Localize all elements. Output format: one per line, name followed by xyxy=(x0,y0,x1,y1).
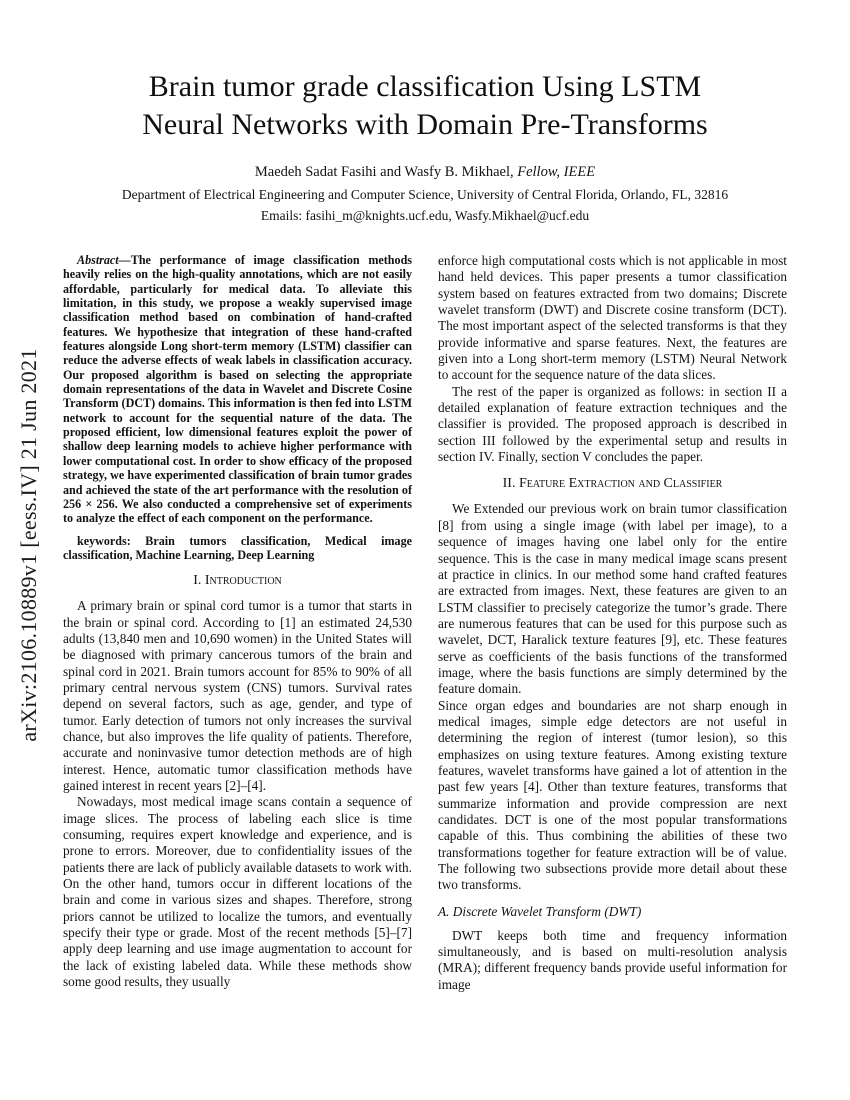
author-names: Maedeh Sadat Fasihi and Wasfy B. Mikhael, xyxy=(254,164,518,180)
paper-header xyxy=(0,0,850,224)
section-heading-introduction: I. Introduction xyxy=(193,573,282,589)
right-paragraph-2: The rest of the paper is organized as follows: in section II a detailed explanation of feature extraction techniques and the classifier is provided. The proposed approach is described in section III followed by the experimental setup and results in section IV. Finally, section V concludes the paper. xyxy=(438,383,787,465)
emails-line: Emails: fasihi_m@knights.ucf.edu, Wasfy.Mikhael@ucf.edu xyxy=(260,208,590,223)
dwt-paragraph-1: DWT keeps both time and frequency information simultaneously, and is based on multi-resolution analysis (MRA); different frequency bands provide useful information for image xyxy=(438,927,787,992)
abstract-paragraph xyxy=(63,253,412,526)
keywords-paragraph: keywords: Brain tumors classification, Medical image classification, Machine Learning, Deep Learning xyxy=(63,533,412,562)
section-heading-feature-extraction: II. Feature Extraction and Classifier xyxy=(502,476,723,492)
feature-extraction-paragraph-1: We Extended our previous work on brain tumor classification [8] from using a single image (with label per image), to a sequence of images having one label only for the entire sequence. This is the case in many medical image scans present at practice in clinics. In our method some hand crafted features are extracted from images. Next, these features are given to an LSTM classifier to precisely categorize the tumor’s grade. There are numerous features that can be used for this purpose such as wavelet, DCT, Haralick texture features [9], etc. These features serve as coefficients of the basis functions of the transformed image, where the basis functions are simply determined by the feature domain. xyxy=(438,501,787,697)
paper-title xyxy=(0,68,850,144)
affiliation-line: Department of Electrical Engineering and Computer Science, University of Central Florida, Orlando, FL, 32816 xyxy=(121,187,729,202)
abstract-label: Abstract— xyxy=(77,253,131,267)
feature-extraction-paragraph-2: Since organ edges and boundaries are not sharp enough in medical images, simple edge detectors are not useful in determining the region of interest (tumor lesion), so this emphasizes on using texture features. Among existing texture features, wavelet transforms have gained a lot of attention in the past few years [4]. Other than texture features, transforms that summarize information and provide compression are next candidates. DCT is one of the most popular transformations capable of this. Thus combining the abilities of these two transformations together for feature extraction will be of value. The following two subsections provide more detail about these two transforms. xyxy=(438,697,787,893)
intro-paragraph-1: A primary brain or spinal cord tumor is a tumor that starts in the brain or spinal cord. According to [1] an estimated 24,530 adults (13,840 men and 10,690 women) in the United States will be diagnosed with primary cancerous tumors of the brain and spinal cord in 2021. Brain tumors account for 85% to 90% of all primary central nervous system (CNS) tumors. Survival rates depend on several factors, such as age, gender, and type of tumor. Early detection of tumors not only increases the survival chance, but also improves the life quality of patients. Therefore, accurate and noninvasive tumor detection methods are of high interest. Hence, automatic tumor classification methods have gained interest in recent years [2]–[4]. xyxy=(63,598,412,793)
subsection-heading-dwt: A. Discrete Wavelet Transform (DWT) xyxy=(438,903,642,919)
arxiv-watermark: arXiv:2106.10889v1 [eess.IV] 21 Jun 2021 xyxy=(16,348,41,742)
authors-line xyxy=(0,164,850,181)
right-column xyxy=(438,253,787,993)
two-column-body xyxy=(0,253,850,993)
paper-title-line1: Brain tumor grade classification Using LSTM xyxy=(148,70,702,103)
paper-title-line2: Neural Networks with Domain Pre-Transforms xyxy=(142,108,708,141)
abstract-text: The performance of image classification methods heavily relies on the high-quality annotations, which are not easily affordable, particularly for medical data. To alleviate this limitation, in this study, we propose a weakly supervised image classification method based on combination of hand-crafted features. We hypothesize that integration of these hand-crafted features alongside Long short-term memory (LSTM) classifier can reduce the adverse effects of weak labels in classification accuracy. Our proposed algorithm is based on selecting the appropriate domain representations of the data in Wavelet and Discrete Cosine Transform (DCT) domains. This information is then fed into LSTM network to account for the sequential nature of the data. The proposed efficient, low dimensional features exploit the power of shallow deep learning models to achieve higher performance with lower computational cost. In order to show efficacy of the proposed strategy, we have experimented classification of brain tumor grades and achieved the state of the art performance with the resolution of 256 × 256. We also conducted a comprehensive set of experiments to analyze the effect of each component on the performance. xyxy=(63,253,412,526)
intro-paragraph-2: Nowadays, most medical image scans contain a sequence of image slices. The process of labeling each slice is time consuming, requires expert knowledge and experience, and is prone to errors. Moreover, due to confidentiality issues of the patients there are lack of publicly available datasets to work with. On the other hand, tumors occur in different locations of the brain and come in various sizes and shapes. Therefore, strong priors cannot be utilized to localize the tumors, and eventually specify their type or grade. Most of the recent methods [5]–[7] apply deep learning and use image augmentation to account for the lack of existing labeled data. While these methods show some good results, they usually xyxy=(63,794,412,990)
left-column xyxy=(63,253,412,993)
right-paragraph-1: enforce high computational costs which is not applicable in most hand held devices. This paper presents a tumor classification system based on features extracted from two domains; Discrete wavelet transform (DWT) and Discrete cosine transform (DCT). The most important aspect of the selected transforms is that they provide informative and sparse features. Next, the features are given into a Long short-term memory (LSTM) Neural Network to account for the sequence nature of the data slices. xyxy=(438,253,787,383)
author-suffix: Fellow, IEEE xyxy=(517,164,596,180)
